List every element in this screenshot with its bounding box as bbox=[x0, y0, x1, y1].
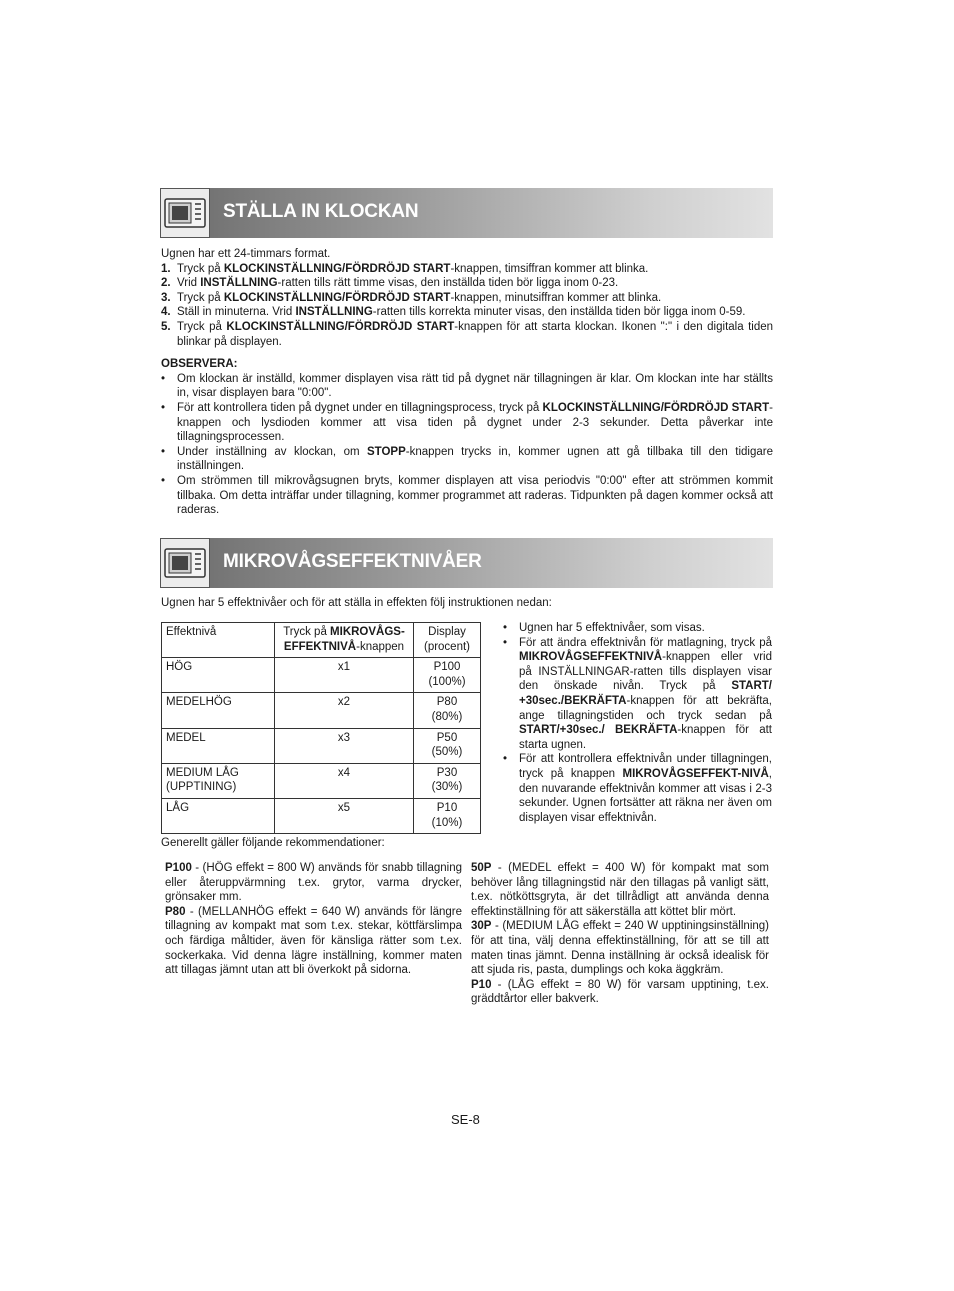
display-percent: (50%) bbox=[431, 746, 463, 759]
text-run: START/+30sec./ BEKRÄFTA bbox=[519, 724, 678, 737]
bold-run: KLOCKINSTÄLLNING/FÖRDRÖJD START bbox=[223, 291, 451, 304]
display-code: P50 bbox=[436, 731, 458, 744]
note-text bbox=[177, 401, 773, 445]
clock-instructions bbox=[161, 247, 773, 518]
recommendation-text: - (LÅG effekt = 80 W) för varsam upptining, t.ex. gräddtårtor eller bakverk. bbox=[471, 978, 769, 1006]
table-row bbox=[162, 693, 481, 728]
level-cell: MEDELHÖG bbox=[162, 693, 275, 728]
text-run: -knappen för att starta ugnen. bbox=[519, 724, 772, 751]
step-item bbox=[161, 276, 773, 291]
bullet: • bbox=[503, 636, 508, 649]
step-item bbox=[161, 320, 773, 349]
side-note-text bbox=[519, 636, 772, 753]
step-number: 2. bbox=[161, 277, 171, 290]
step-text bbox=[177, 305, 773, 320]
note-heading: OBSERVERA: bbox=[161, 358, 238, 371]
display-cell bbox=[414, 693, 481, 728]
power-side-notes bbox=[503, 621, 772, 825]
note-item bbox=[161, 372, 773, 401]
press-cell: x3 bbox=[275, 728, 414, 763]
power-code: 50P bbox=[471, 862, 492, 874]
side-note-item bbox=[503, 621, 772, 636]
recommend-intro bbox=[161, 836, 773, 851]
text-run: -knappen för att starta klockan. Ikonen ":" i den digitala tiden blinkar på displayen. bbox=[177, 320, 774, 348]
text-run: Om strömmen till mikrovågsugnen bryts, kommer displayen att visa periodvis "0:00" efter att strömmen kommit tillbaka. Om detta inträffar under tillagning, kommer programmet att raderas. Tidpunkten på dagen kommer också att raderas. bbox=[177, 474, 773, 517]
section-title: STÄLLA IN KLOCKAN bbox=[223, 201, 419, 222]
recommend-left-column bbox=[165, 861, 462, 978]
display-percent: (10%) bbox=[431, 816, 463, 829]
bullet: • bbox=[161, 372, 166, 385]
recommendation-paragraph bbox=[471, 919, 769, 977]
step-number: 1. bbox=[161, 262, 171, 275]
text-run: , den nuvarande effektnivån kommer att visas i 2-3 sekunder. Ugnen fortsätter att räkna ner även om displayen visar effektnivån. bbox=[519, 767, 772, 824]
text-run: START/ +30sec./BEKRÄFTA bbox=[519, 680, 772, 707]
bullet: • bbox=[503, 622, 508, 634]
step-item bbox=[161, 291, 773, 306]
recommendation-text: - (MEDIUM LÅG effekt = 240 W upptiningsinställning) för att tina, välj denna effektinställning, för att se till att maten tinas jämnt. Denna inställning är också idealisk för att sjuda ris, pasta, dumplings och koka äggkräm. bbox=[471, 920, 769, 977]
microwave-icon bbox=[160, 188, 210, 238]
bold-run: STOPP bbox=[367, 445, 406, 458]
recommendation-paragraph bbox=[165, 861, 462, 905]
text-run: -ratten tills rätt timme visas, den inställda tiden bör ligga inom 0-23. bbox=[277, 277, 619, 290]
text-run: -knappen eller vrid på INSTÄLLNINGAR-ratten tills displayen visar den önskade nivån. Tryck på bbox=[519, 651, 772, 693]
step-text bbox=[177, 320, 773, 349]
table-row bbox=[162, 658, 481, 693]
text-run: Tryck på bbox=[177, 291, 224, 304]
note-item bbox=[161, 474, 773, 518]
display-code: P10 bbox=[436, 801, 458, 814]
press-cell: x1 bbox=[275, 658, 414, 693]
recommendation-text: - (MEDEL effekt = 400 W) för kompakt mat som behöver lång tillagningstid när den tillagas på vanligt sätt, t.ex. nötköttsgryta, är det tillrådligt att använda denna effektinställning för att säkerställa att köttet blir mört. bbox=[471, 862, 769, 918]
section-title: MIKROVÅGSEFFEKTNIVÅER bbox=[223, 551, 482, 572]
note-text bbox=[177, 372, 773, 401]
display-code: P100 bbox=[433, 661, 461, 674]
table-row bbox=[162, 763, 481, 798]
bullet: • bbox=[161, 474, 166, 487]
recommend-right-column bbox=[471, 861, 769, 1007]
step-text bbox=[177, 276, 773, 291]
bullet: • bbox=[503, 753, 508, 766]
recommendation-paragraph bbox=[471, 861, 769, 919]
press-cell: x4 bbox=[275, 763, 414, 798]
section-banner-clock bbox=[160, 188, 773, 238]
step-item bbox=[161, 262, 773, 277]
recommendation-paragraph bbox=[165, 905, 462, 978]
display-cell bbox=[414, 763, 481, 798]
notes-list bbox=[161, 372, 773, 518]
level-cell: HÖG bbox=[162, 658, 275, 693]
bold-run: KLOCKINSTÄLLNING/FÖRDRÖJD START bbox=[226, 320, 455, 333]
text-run: Tryck på bbox=[177, 320, 227, 333]
text-run: -knappen trycks in, kommer ugnen att gå tillbaka till den tidigare inställningen. bbox=[177, 445, 773, 473]
text-run: -ratten tills korrekta minuter visas, den inställda tiden bör ligga inom 0-59. bbox=[372, 306, 746, 319]
text-run: MIKROVÅGSEFFEKTNIVÅ bbox=[519, 651, 663, 664]
step-number: 5. bbox=[161, 320, 171, 333]
bold-run: INSTÄLLNING bbox=[200, 277, 278, 290]
side-note-item bbox=[503, 752, 772, 825]
header-display: Display (procent) bbox=[414, 623, 481, 658]
display-percent: (100%) bbox=[428, 675, 466, 688]
display-code: P80 bbox=[436, 696, 458, 709]
intro-text: Ugnen har ett 24-timmars format. bbox=[161, 248, 331, 260]
bold-run: KLOCKINSTÄLLNING/FÖRDRÖJD START bbox=[542, 401, 770, 414]
display-cell bbox=[414, 798, 481, 833]
display-cell bbox=[414, 658, 481, 693]
text-run: Ställ in minuterna. Vrid bbox=[177, 306, 296, 319]
power-intro bbox=[161, 596, 773, 611]
text-run: -knappen för att bekräfta, ange tillagningstiden och tryck sedan på bbox=[519, 694, 772, 722]
power-code: 30P bbox=[471, 920, 492, 933]
text-run: För att ändra effektnivån för matlagning, tryck på bbox=[519, 636, 772, 649]
table-header-row bbox=[162, 623, 481, 658]
bullet: • bbox=[161, 401, 166, 414]
level-cell: LÅG bbox=[162, 798, 275, 833]
bold-run: KLOCKINSTÄLLNING/FÖRDRÖJD START bbox=[223, 262, 451, 275]
text-run: -knappen och lysdioden kommer att visa tiden på dygnet under 2-3 sekunder. Detta påverkar inte tillagningsprocessen. bbox=[177, 401, 773, 444]
text-run: -knappen, minutsiffran kommer att blinka. bbox=[450, 291, 662, 304]
text-run: Tryck på bbox=[177, 262, 224, 275]
steps-list bbox=[161, 262, 773, 350]
header-press: Tryck på MIKROVÅGS-EFFEKTNIVÅ-knappen bbox=[275, 623, 414, 658]
step-text bbox=[177, 262, 773, 277]
step-number: 4. bbox=[161, 306, 171, 319]
side-note-text bbox=[519, 752, 772, 825]
bullet: • bbox=[161, 445, 166, 458]
note-text bbox=[177, 474, 773, 518]
recommend-intro-text: Generellt gäller följande rekommendationer: bbox=[161, 837, 385, 849]
table-row bbox=[162, 798, 481, 833]
recommendation-paragraph bbox=[471, 978, 769, 1007]
microwave-icon bbox=[160, 538, 210, 588]
step-item bbox=[161, 305, 773, 320]
text-run: MIKROVÅGSEFFEKT-NIVÅ bbox=[622, 767, 769, 780]
note-item bbox=[161, 401, 773, 445]
step-text bbox=[177, 291, 773, 306]
power-code: P10 bbox=[471, 978, 492, 991]
text-run: För att kontrollera tiden på dygnet under en tillagningsprocess, tryck på bbox=[177, 401, 543, 414]
note-text bbox=[177, 445, 773, 474]
display-cell bbox=[414, 728, 481, 763]
power-code: P80 bbox=[165, 905, 186, 918]
section-banner-power bbox=[160, 538, 773, 588]
press-cell: x5 bbox=[275, 798, 414, 833]
press-cell: x2 bbox=[275, 693, 414, 728]
text-run: Under inställning av klockan, om bbox=[177, 445, 367, 458]
display-code: P30 bbox=[436, 766, 458, 779]
recommendation-text: - (HÖG effekt = 800 W) används för snabb tillagning eller återuppvärmning t.ex. grytor, varma drycker, grönsaker mm. bbox=[165, 862, 462, 904]
power-intro-text: Ugnen har 5 effektnivåer och för att ställa in effekten följ instruktionen nedan: bbox=[161, 597, 552, 609]
level-cell: MEDIUM LÅG (UPPTINING) bbox=[162, 763, 275, 798]
display-percent: (80%) bbox=[431, 710, 463, 723]
note-item bbox=[161, 445, 773, 474]
text-run: Om klockan är inställd, kommer displayen visa rätt tid på dygnet när tillagningen är klar. Om klockan inte har ställts in, visar displayen bara "0:00". bbox=[177, 372, 773, 400]
page-number: SE-8 bbox=[451, 1112, 480, 1127]
power-code: P100 bbox=[165, 862, 192, 874]
level-cell: MEDEL bbox=[162, 728, 275, 763]
table-row bbox=[162, 728, 481, 763]
step-number: 3. bbox=[161, 291, 171, 304]
recommendation-text: - (MELLANHÖG effekt = 640 W) används för längre tillagning av kompakt mat som t.ex. stekar, köttfärslimpa och färdiga måltider, även för känsliga rätter som t.ex. sockerkaka. Vid denna lägre inställning, kommer maten att tillagas jämnt utan att bli överkokt på sidorna. bbox=[165, 905, 462, 977]
text-run: Vrid bbox=[177, 277, 201, 290]
power-level-table bbox=[161, 622, 481, 834]
text-run: Ugnen har 5 effektnivåer, som visas. bbox=[519, 622, 705, 634]
header-level: Effektnivå bbox=[162, 623, 275, 658]
text-run: -knappen, timsiffran kommer att blinka. bbox=[450, 262, 649, 275]
side-note-text bbox=[519, 621, 772, 636]
display-percent: (30%) bbox=[431, 781, 463, 794]
bold-run: INSTÄLLNING bbox=[295, 306, 373, 319]
text-run: För att kontrollera effektnivån under tillagningen, tryck på knappen bbox=[519, 753, 772, 780]
side-note-item bbox=[503, 636, 772, 753]
